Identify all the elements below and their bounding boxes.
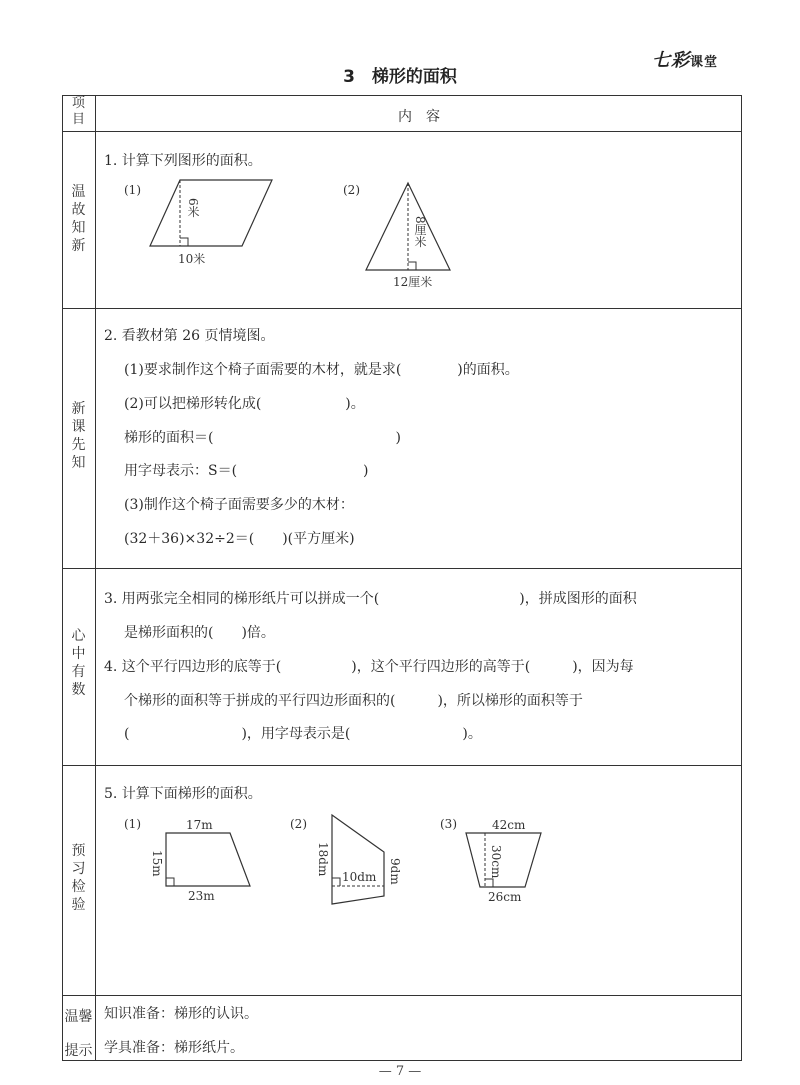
page-number: — 7 — — [378, 1064, 422, 1079]
q5-fig1-bottom: 23m — [188, 889, 215, 903]
q4-line: 个梯形的面积等于拼成的平行四边形面积的( )，所以梯形的面积等于 — [124, 693, 583, 709]
q2-line: (3)制作这个椅子面需要多少的木材： — [124, 497, 354, 513]
q1-fig2-num: (2) — [343, 183, 360, 197]
trapezoid-3-shape — [466, 833, 541, 887]
section-label-preview: 新 课 先 知 — [71, 401, 86, 471]
trapezoid-2-shape — [332, 815, 384, 904]
q5-fig3-height: 30cm — [489, 845, 503, 879]
section-label-tips: 温馨 提示 — [64, 1009, 93, 1059]
tip-tools: 学具准备：梯形纸片。 — [104, 1040, 244, 1056]
q2-line: (2)可以把梯形转化成( )。 — [124, 396, 365, 412]
right-angle-mark — [166, 878, 174, 886]
q3-line: 3. 用两张完全相同的梯形纸片可以拼成一个( )，拼成图形的面积 — [104, 591, 637, 607]
col-header-left: 项 目 — [71, 96, 85, 127]
q1-fig2-height: 8厘米 — [413, 216, 427, 248]
q5-fig3-top: 42cm — [492, 818, 526, 832]
q5-fig3-bottom: 26cm — [488, 890, 522, 904]
right-angle-mark — [485, 879, 493, 887]
q2-line: 用字母表示：S＝( ) — [124, 463, 369, 479]
trapezoid-1-shape — [166, 833, 250, 886]
q5-fig2-right: 9dm — [388, 858, 402, 885]
brand-main: 七彩 — [652, 50, 690, 71]
q2-line: 2. 看教材第 26 页情境图。 — [104, 328, 275, 344]
q5-fig1-top: 17m — [186, 818, 213, 832]
q2-line: 梯形的面积＝( ) — [124, 430, 401, 446]
brand-sub: 课堂 — [690, 55, 719, 70]
q4-line: 4. 这个平行四边形的底等于( )，这个平行四边形的高等于( )，因为每 — [104, 659, 634, 675]
q3-line: 是梯形面积的( )倍。 — [124, 625, 275, 641]
q1-fig1-num: (1) — [124, 183, 141, 197]
q1-text: 1. 计算下列图形的面积。 — [104, 153, 262, 169]
q4-line: ( )，用字母表示是( )。 — [124, 726, 482, 742]
q5-text: 5. 计算下面梯形的面积。 — [104, 786, 262, 802]
q1-fig1-height: 6米 — [186, 198, 200, 218]
q1-fig2-base: 12厘米 — [393, 275, 433, 289]
col-header-right: 内 容 — [398, 109, 440, 125]
section-label-check: 预 习 检 验 — [71, 843, 86, 913]
page-title: 3 梯形的面积 — [343, 67, 457, 87]
q5-fig2-height: 10dm — [342, 870, 377, 884]
section-label-understanding: 心 中 有 数 — [71, 628, 86, 698]
q2-line: (32＋36)×32÷2＝( )(平方厘米) — [124, 531, 355, 547]
tip-knowledge: 知识准备：梯形的认识。 — [104, 1006, 258, 1022]
q5-fig2-left: 18dm — [316, 842, 330, 877]
q5-fig2-num: (2) — [290, 817, 307, 831]
q5-fig3-num: (3) — [440, 817, 457, 831]
q2-line: (1)要求制作这个椅子面需要的木材，就是求( )的面积。 — [124, 362, 519, 378]
section-label-review: 温 故 知 新 — [71, 184, 86, 254]
right-angle-mark — [332, 878, 340, 886]
q1-fig1-base: 10米 — [178, 252, 206, 266]
q5-fig1-height: 15m — [150, 850, 164, 877]
q5-fig1-num: (1) — [124, 817, 141, 831]
